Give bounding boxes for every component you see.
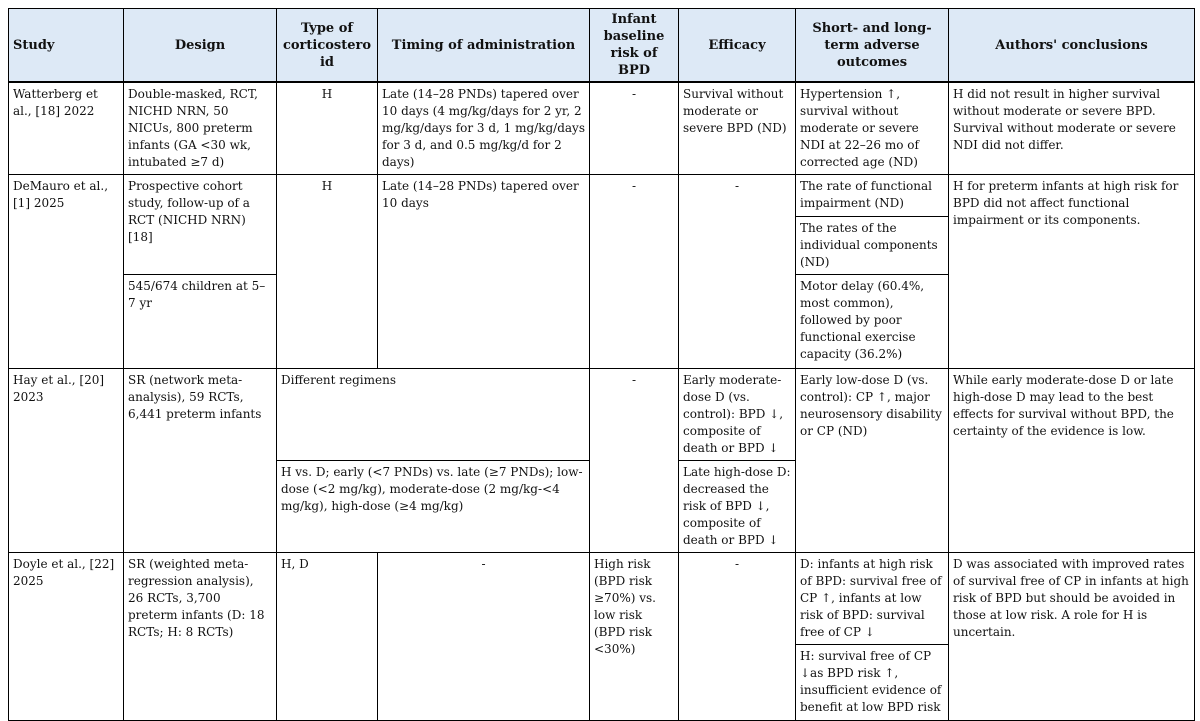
cell-conclusions: D was associated with improved rates of survival free of CP in infants at high risk of BPD but should be avoided in those at low risk. A role for H is uncertain. bbox=[949, 553, 1195, 721]
cell-design: SR (weighted meta-regression analysis), 26 RCTs, 3,700 preterm infants (D: 18 RCTs; H: 8 RCTs) bbox=[124, 553, 277, 721]
cell-adverse: D: infants at high risk of BPD: survival free of CP ↑, infants at low risk of BPD: survival free of CP ↓ bbox=[796, 553, 949, 645]
cell-risk: - bbox=[590, 82, 679, 175]
cell-design: 545/674 children at 5–7 yr bbox=[124, 275, 277, 369]
cell-risk: High risk (BPD risk ≥70%) vs. low risk (BPD risk <30%) bbox=[590, 553, 679, 721]
cell-type: H, D bbox=[277, 553, 378, 721]
cell-timing: Late (14–28 PNDs) tapered over 10 days bbox=[378, 175, 590, 369]
table-row bbox=[9, 82, 1195, 175]
cell-study: Doyle et al., [22] 2025 bbox=[9, 553, 124, 721]
cell-timing: - bbox=[378, 553, 590, 721]
header-study: Study bbox=[9, 9, 124, 83]
header-row bbox=[9, 9, 1195, 83]
cell-adverse: Hypertension ↑, survival without moderate or severe NDI at 22–26 mo of corrected age (ND) bbox=[796, 82, 949, 175]
cell-type: H bbox=[277, 82, 378, 175]
table-row bbox=[9, 369, 1195, 461]
cell-adverse: H: survival free of CP ↓as BPD risk ↑, insufficient evidence of benefit at low BPD risk bbox=[796, 645, 949, 721]
header-design: Design bbox=[124, 9, 277, 83]
cell-efficacy: Early moderate-dose D (vs. control): BPD ↓, composite of death or BPD ↓ bbox=[679, 369, 796, 461]
cell-timing: H vs. D; early (<7 PNDs) vs. late (≥7 PNDs); low-dose (<2 mg/kg), moderate-dose (2 mg/kg-<4 mg/kg), high-dose (≥4 mg/kg) bbox=[277, 461, 590, 553]
cell-study: Watterberg et al., [18] 2022 bbox=[9, 82, 124, 175]
cell-study: DeMauro et al., [1] 2025 bbox=[9, 175, 124, 369]
cell-adverse: The rates of the individual components (ND) bbox=[796, 217, 949, 275]
cell-adverse: Motor delay (60.4%, most common), followed by poor functional exercise capacity (36.2%) bbox=[796, 275, 949, 369]
cell-study: Hay et al., [20] 2023 bbox=[9, 369, 124, 553]
cell-efficacy: - bbox=[679, 553, 796, 721]
cell-timing: Different regimens bbox=[277, 369, 590, 461]
header-timing: Timing of administration bbox=[378, 9, 590, 83]
table-row bbox=[9, 175, 1195, 217]
cell-conclusions: H did not result in higher survival without moderate or severe BPD. Survival without moderate or severe NDI did not differ. bbox=[949, 82, 1195, 175]
header-adverse: Short- and long-term adverse outcomes bbox=[796, 9, 949, 83]
cell-efficacy: - bbox=[679, 175, 796, 369]
cell-design: SR (network meta-analysis), 59 RCTs, 6,441 preterm infants bbox=[124, 369, 277, 553]
cell-efficacy: Late high-dose D: decreased the risk of BPD ↓, composite of death or BPD ↓ bbox=[679, 461, 796, 553]
header-efficacy: Efficacy bbox=[679, 9, 796, 83]
cell-risk: - bbox=[590, 369, 679, 553]
cell-efficacy: Survival without moderate or severe BPD (ND) bbox=[679, 82, 796, 175]
cell-conclusions: H for preterm infants at high risk for BPD did not affect functional impairment or its components. bbox=[949, 175, 1195, 369]
cell-type: H bbox=[277, 175, 378, 369]
cell-risk: - bbox=[590, 175, 679, 369]
cell-conclusions: While early moderate-dose D or late high-dose D may lead to the best effects for survival without BPD, the certainty of the evidence is low. bbox=[949, 369, 1195, 553]
header-conclusions: Authors' conclusions bbox=[949, 9, 1195, 83]
cell-design: Double-masked, RCT, NICHD NRN, 50 NICUs, 800 preterm infants (GA <30 wk, intubated ≥7 d) bbox=[124, 82, 277, 175]
cell-design: Prospective cohort study, follow-up of a RCT (NICHD NRN) [18] bbox=[124, 175, 277, 275]
cell-adverse: The rate of functional impairment (ND) bbox=[796, 175, 949, 217]
cell-timing: Late (14–28 PNDs) tapered over 10 days (4 mg/kg/days for 2 yr, 2 mg/kg/days for 3 d, 1 mg/kg/days for 3 d, and 0.5 mg/kg/d for 2 days) bbox=[378, 82, 590, 175]
header-risk: Infant baseline risk of BPD bbox=[590, 9, 679, 83]
table-row bbox=[9, 553, 1195, 645]
header-type: Type of corticosteroid bbox=[277, 9, 378, 83]
corticosteroid-studies-table bbox=[8, 8, 1195, 721]
cell-adverse: Early low-dose D (vs. control): CP ↑, major neurosensory disability or CP (ND) bbox=[796, 369, 949, 553]
